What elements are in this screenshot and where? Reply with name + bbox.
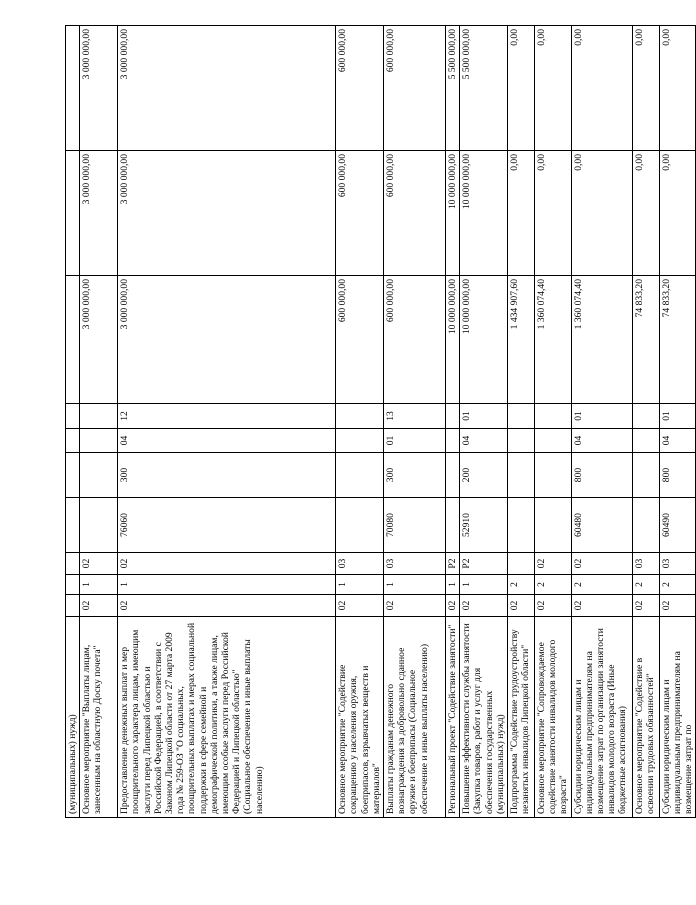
cell-amount-year-1: 1 360 074,40 xyxy=(571,276,632,404)
cell-row-name: (муниципальных) нужд) xyxy=(66,617,80,818)
table-row xyxy=(80,26,118,818)
cell-code-expense-type: 800 xyxy=(659,453,696,498)
cell-code-direction: 70080 xyxy=(384,498,446,553)
cell-row-name: Подпрограмма "Содействие трудоустройству незанятых инвалидов Липецкой области" xyxy=(508,617,535,818)
cell-code-event: 03 xyxy=(336,553,384,575)
cell-code-program xyxy=(66,595,80,617)
cell-code-direction: 60490 xyxy=(659,498,696,553)
cell-row-name: Предоставление денежных выплат и мер поощрительного характера лицам, имеющим заслуги перед Липецкой областью и Российской Федерацией, в соответствии с Законом Липецкой области от 27 марта 2009 года № 259-ОЗ "О социальных, поощрительных выплатах и мерах социальной поддержки в сфере семейной и демографической политики, а также лицам, имеющим особые заслуги перед Российской Федерацией и Липецкой областью" (Социальное обеспечение и иные выплаты населению) xyxy=(118,617,336,818)
cell-code-program: 02 xyxy=(571,595,632,617)
cell-code-program: 02 xyxy=(535,595,572,617)
cell-code-subsection: 01 xyxy=(659,404,696,429)
table-row xyxy=(632,26,659,818)
cell-amount-year-1: 3 000 000,00 xyxy=(80,276,118,404)
cell-code-program: 02 xyxy=(118,595,336,617)
cell-code-section: 04 xyxy=(460,429,508,453)
cell-code-subprogram: 1 xyxy=(336,575,384,595)
cell-code-expense-type xyxy=(632,453,659,498)
cell-code-subsection xyxy=(80,404,118,429)
cell-amount-year-2: 0,00 xyxy=(571,151,632,276)
cell-code-expense-type xyxy=(336,453,384,498)
cell-code-expense-type xyxy=(508,453,535,498)
rotated-table-wrapper xyxy=(65,26,695,818)
cell-amount-year-1: 600 000,00 xyxy=(336,276,384,404)
cell-code-event: 03 xyxy=(659,553,696,575)
cell-code-direction: 60480 xyxy=(571,498,632,553)
table-row xyxy=(118,26,336,818)
cell-code-program: 02 xyxy=(659,595,696,617)
cell-amount-year-3: 600 000,00 xyxy=(384,26,446,151)
cell-code-direction xyxy=(535,498,572,553)
cell-code-expense-type xyxy=(80,453,118,498)
cell-amount-year-3: 0,00 xyxy=(659,26,696,151)
cell-code-program: 02 xyxy=(446,595,460,617)
cell-code-section xyxy=(508,429,535,453)
cell-code-expense-type: 800 xyxy=(571,453,632,498)
cell-code-event: 02 xyxy=(535,553,572,575)
cell-amount-year-3: 0,00 xyxy=(535,26,572,151)
cell-amount-year-2: 3 000 000,00 xyxy=(118,151,336,276)
cell-code-subprogram: 1 xyxy=(80,575,118,595)
cell-row-name: Субсидии юридическим лицам и индивидуальным предпринимателям на возмещение затрат по организации занятости инвалидов молодого возраста (Иные бюджетные ассигнования) xyxy=(571,617,632,818)
cell-code-direction xyxy=(80,498,118,553)
cell-code-direction: 52910 xyxy=(460,498,508,553)
cell-amount-year-1: 600 000,00 xyxy=(384,276,446,404)
cell-amount-year-3: 3 000 000,00 xyxy=(118,26,336,151)
cell-amount-year-2 xyxy=(66,151,80,276)
cell-code-event: 02 xyxy=(80,553,118,575)
cell-row-name: Основное мероприятие "Содействие сокращению у населения оружия, боеприпасов, взрывчатых веществ и материалов" xyxy=(336,617,384,818)
cell-code-program: 02 xyxy=(384,595,446,617)
cell-code-section xyxy=(535,429,572,453)
cell-code-subsection xyxy=(446,404,460,429)
cell-code-program: 02 xyxy=(632,595,659,617)
cell-code-direction xyxy=(66,498,80,553)
table-row xyxy=(446,26,460,818)
cell-code-event: 02 xyxy=(118,553,336,575)
cell-amount-year-1: 1 434 907,60 xyxy=(508,276,535,404)
cell-code-direction: 76060 xyxy=(118,498,336,553)
cell-code-subprogram: 2 xyxy=(535,575,572,595)
cell-code-direction xyxy=(336,498,384,553)
cell-code-expense-type: 300 xyxy=(384,453,446,498)
cell-code-event xyxy=(508,553,535,575)
cell-code-subsection: 13 xyxy=(384,404,446,429)
table-row xyxy=(508,26,535,818)
cell-code-subsection: 01 xyxy=(571,404,632,429)
cell-code-direction xyxy=(508,498,535,553)
cell-amount-year-1: 10 000 000,00 xyxy=(460,276,508,404)
cell-code-event: 03 xyxy=(384,553,446,575)
cell-code-section: 04 xyxy=(118,429,336,453)
table-row xyxy=(66,26,80,818)
cell-code-expense-type: 200 xyxy=(460,453,508,498)
cell-code-subprogram xyxy=(66,575,80,595)
cell-code-subsection: 12 xyxy=(118,404,336,429)
cell-row-name: Основное мероприятие "Содействие в освоении трудовых обязанностей" xyxy=(632,617,659,818)
budget-table xyxy=(65,25,696,818)
cell-code-subprogram: 2 xyxy=(508,575,535,595)
cell-amount-year-1: 3 000 000,00 xyxy=(118,276,336,404)
cell-code-subprogram: 1 xyxy=(118,575,336,595)
cell-amount-year-2: 10 000 000,00 xyxy=(446,151,460,276)
cell-row-name: Повышение эффективности службы занятости (Закупка товаров, работ и услуг для обеспечения государственных (муниципальных) нужд) xyxy=(460,617,508,818)
cell-code-subsection xyxy=(508,404,535,429)
cell-code-program: 02 xyxy=(336,595,384,617)
table-row xyxy=(535,26,572,818)
cell-row-name: Основное мероприятие "Выплаты лицам, занесенным на областную Доску почета" xyxy=(80,617,118,818)
cell-amount-year-2: 600 000,00 xyxy=(384,151,446,276)
cell-code-subprogram: 1 xyxy=(384,575,446,595)
table-row xyxy=(659,26,696,818)
table-body xyxy=(66,26,696,818)
cell-code-event xyxy=(66,553,80,575)
cell-code-event: P2 xyxy=(446,553,460,575)
cell-code-subprogram: 1 xyxy=(460,575,508,595)
cell-code-subsection xyxy=(535,404,572,429)
cell-amount-year-2: 10 000 000,00 xyxy=(460,151,508,276)
cell-code-subprogram: 2 xyxy=(659,575,696,595)
cell-row-name: Субсидии юридическим лицам и индивидуальным предпринимателям на возмещение затрат по xyxy=(659,617,696,818)
cell-code-subsection: 01 xyxy=(460,404,508,429)
cell-code-subprogram: 2 xyxy=(632,575,659,595)
cell-row-name: Основное мероприятие "Сопровождаемое содействие занятости инвалидов молодого возраста" xyxy=(535,617,572,818)
cell-code-event: 02 xyxy=(571,553,632,575)
cell-amount-year-3: 5 500 000,00 xyxy=(446,26,460,151)
cell-code-section xyxy=(66,429,80,453)
cell-amount-year-2: 3 000 000,00 xyxy=(80,151,118,276)
cell-amount-year-1: 10 000 000,00 xyxy=(446,276,460,404)
cell-code-subprogram: 2 xyxy=(571,575,632,595)
cell-code-expense-type xyxy=(535,453,572,498)
cell-code-section: 04 xyxy=(659,429,696,453)
cell-amount-year-2: 0,00 xyxy=(659,151,696,276)
table-row xyxy=(460,26,508,818)
cell-amount-year-2: 0,00 xyxy=(535,151,572,276)
cell-code-direction xyxy=(632,498,659,553)
cell-code-event: P2 xyxy=(460,553,508,575)
cell-code-direction xyxy=(446,498,460,553)
cell-amount-year-1: 74 833,20 xyxy=(659,276,696,404)
table-row xyxy=(384,26,446,818)
cell-amount-year-2: 600 000,00 xyxy=(336,151,384,276)
cell-amount-year-1 xyxy=(66,276,80,404)
cell-amount-year-3: 5 500 000,00 xyxy=(460,26,508,151)
cell-code-subsection xyxy=(632,404,659,429)
cell-code-section xyxy=(80,429,118,453)
cell-amount-year-3: 0,00 xyxy=(508,26,535,151)
cell-amount-year-2: 0,00 xyxy=(508,151,535,276)
cell-amount-year-3 xyxy=(66,26,80,151)
cell-code-expense-type xyxy=(66,453,80,498)
cell-code-event: 03 xyxy=(632,553,659,575)
table-row xyxy=(336,26,384,818)
cell-amount-year-3: 3 000 000,00 xyxy=(80,26,118,151)
cell-amount-year-1: 1 360 074,40 xyxy=(535,276,572,404)
cell-code-section xyxy=(632,429,659,453)
cell-amount-year-3: 0,00 xyxy=(632,26,659,151)
table-row xyxy=(571,26,632,818)
cell-code-expense-type xyxy=(446,453,460,498)
cell-amount-year-2: 0,00 xyxy=(632,151,659,276)
cell-code-section xyxy=(336,429,384,453)
cell-amount-year-1: 74 833,20 xyxy=(632,276,659,404)
cell-code-subsection xyxy=(66,404,80,429)
cell-code-expense-type: 300 xyxy=(118,453,336,498)
cell-code-section: 01 xyxy=(384,429,446,453)
cell-code-subsection xyxy=(336,404,384,429)
cell-row-name: Выплаты гражданам денежного вознаграждения за добровольно сданное оружие и боеприпасы (Социальное обеспечение и иные выплаты населению) xyxy=(384,617,446,818)
cell-code-section: 04 xyxy=(571,429,632,453)
cell-code-program: 02 xyxy=(80,595,118,617)
cell-code-program: 02 xyxy=(508,595,535,617)
cell-amount-year-3: 0,00 xyxy=(571,26,632,151)
cell-amount-year-3: 600 000,00 xyxy=(336,26,384,151)
cell-code-program: 02 xyxy=(460,595,508,617)
cell-code-section xyxy=(446,429,460,453)
cell-row-name: Региональный проект "Содействие занятости" xyxy=(446,617,460,818)
cell-code-subprogram: 1 xyxy=(446,575,460,595)
